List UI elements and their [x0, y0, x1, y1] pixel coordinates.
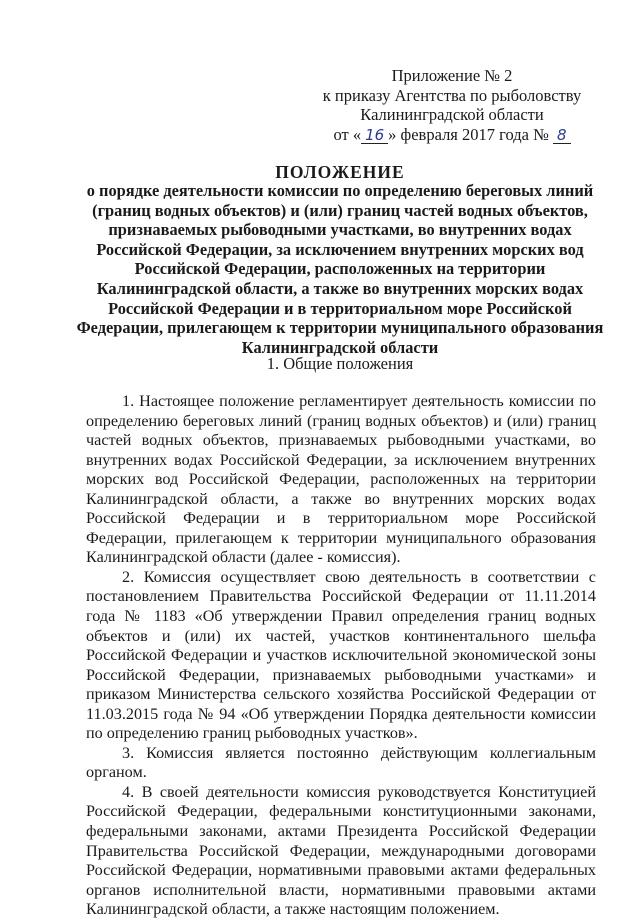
document-subtitle: о порядке деятельности комиссии по определению береговых линий (границ водных объектов) и (или) границ частей водных объектов, признаваемых рыбоводными участками, во внутренних водах Российской Федерации, за исключением внутренних морских вод Российской Федерации, расположенных на территории Калининградской области, а также во внутренних морских водах Российской Федерации и в территориальном море Российской Федерации, прилегающем к территории муниципального образования Калининградской области: [76, 181, 604, 357]
section-body: [86, 392, 596, 920]
annex-block: [302, 66, 602, 144]
annex-day-handwritten: 16: [361, 127, 388, 144]
paragraph: 1. Настоящее положение регламентирует деятельность комиссии по определению береговых линий (границ водных объектов) и (или) границ частей водных объектов, признаваемых рыбоводными участками, во внутренних водах Российской Федерации, за исключением внутренних морских вод Российской Федерации, расположенных на территории Калининградской области, а также во внутренних морских водах Российской Федерации и в территориальном море Российской Федерации, прилегающем к территории муниципального образования Калининградской области (далее - комиссия).: [86, 392, 596, 567]
paragraph: 2. Комиссия осуществляет свою деятельность в соответствии с постановлением Правительства Российской Федерации от 11.11.2014 года № 1183 «Об утверждении Правил определения границ водных объектов и (или) их частей, участков континентального шельфа Российской Федерации и участков исключительной экономической зоны Российской Федерации, признаваемых рыбоводными участками» и приказом Министерства сельского хозяйства Российской Федерации от 11.03.2015 года № 94 «Об утверждении Порядка деятельности комиссии по определению границ рыбоводных участков».: [86, 567, 596, 743]
annex-date-middle: » февраля 2017 года №: [388, 124, 549, 144]
paragraph: 4. В своей деятельности комиссия руководствуется Конституцией Российской Федерации, федеральными конституционными законами, федеральными законами, актами Президента Российской Федерации Правительства Российской Федерации, международными договорами Российской Федерации, нормативными правовыми актами федеральных органов исполнительной власти, нормативными правовыми актами Калининградской области, а также настоящим положением.: [86, 782, 596, 919]
section-heading: 1. Общие положения: [266, 354, 414, 373]
annex-number-handwritten: 8: [553, 127, 571, 144]
annex-title: Приложение № 2: [391, 66, 513, 85]
annex-line-region: Калининградской области: [360, 105, 544, 124]
paragraph: 3. Комиссия является постоянно действующим коллегиальным органом.: [86, 743, 596, 782]
document-title: ПОЛОЖЕНИЕ: [275, 162, 405, 182]
annex-line-order: к приказу Агентства по рыболовству: [322, 85, 582, 105]
annex-date-prefix: от «: [333, 124, 362, 144]
annex-date-line: [302, 125, 602, 145]
